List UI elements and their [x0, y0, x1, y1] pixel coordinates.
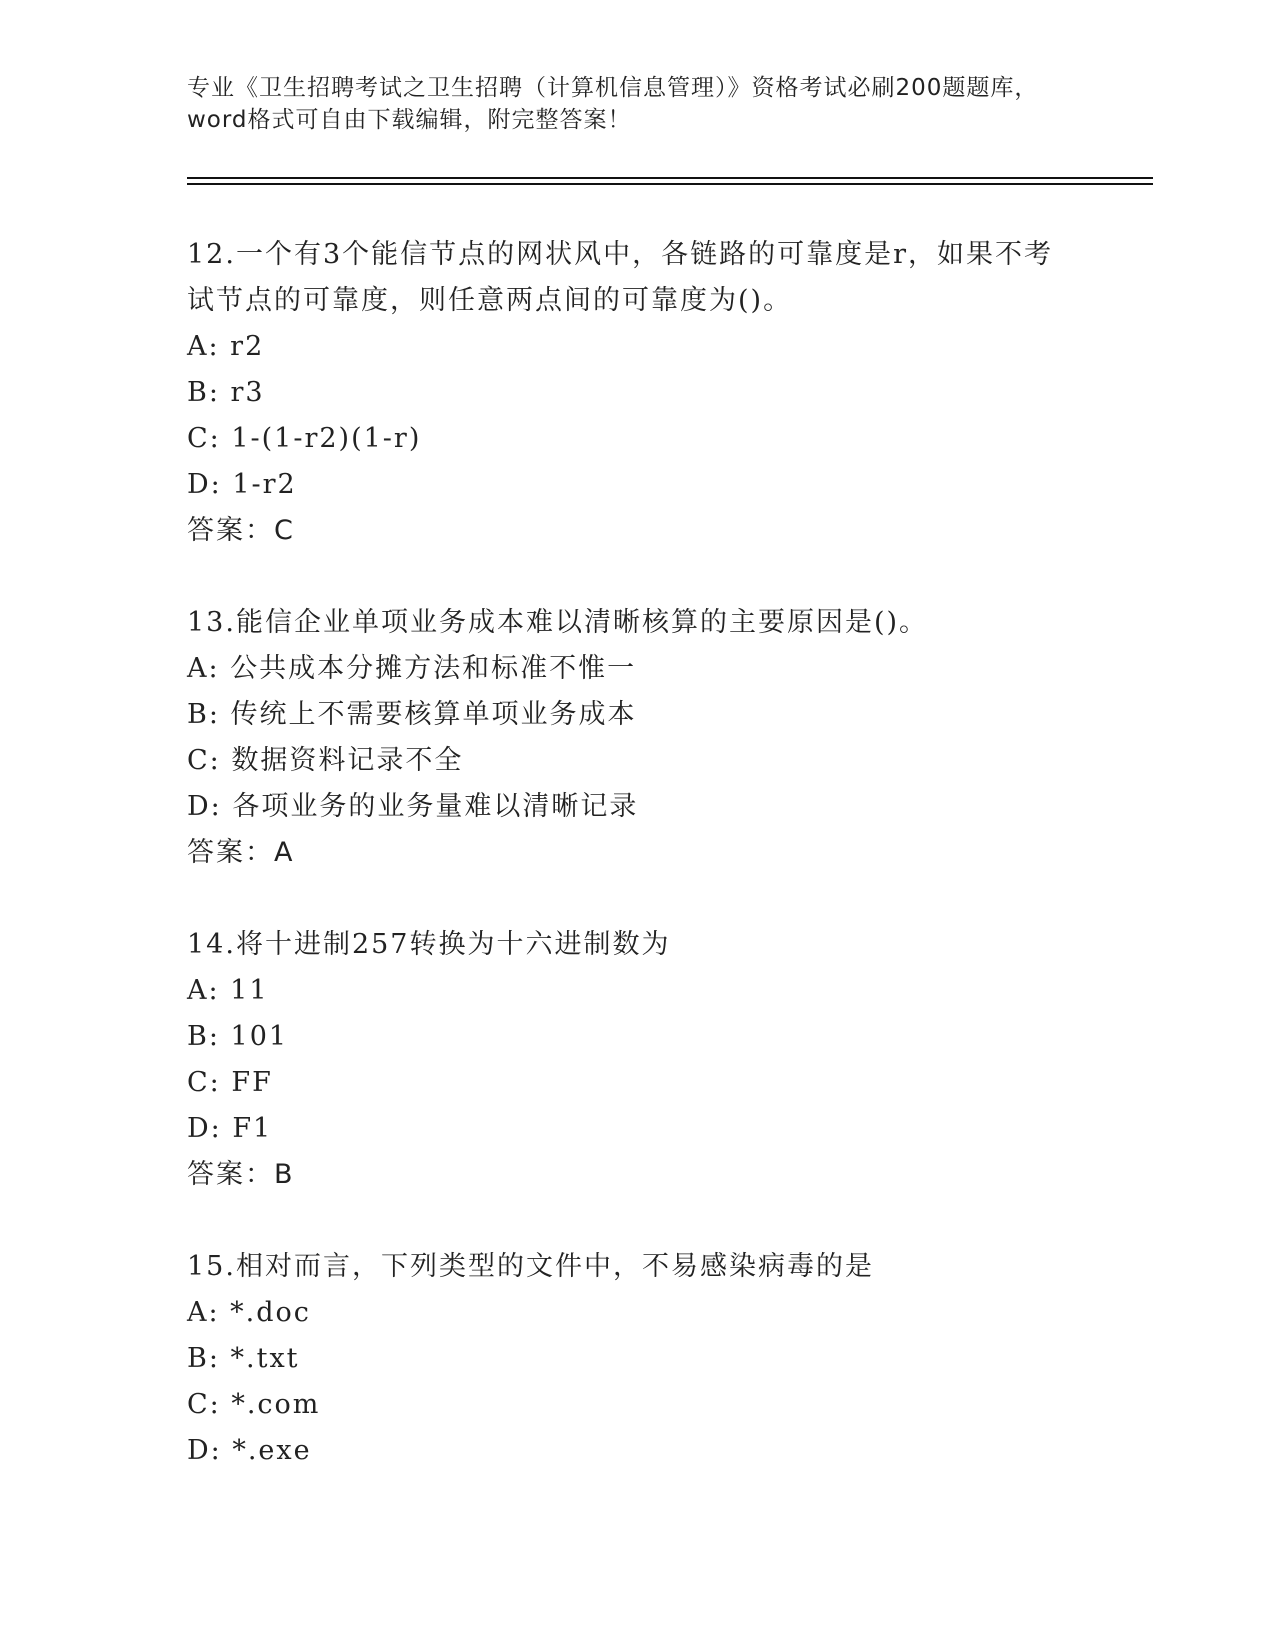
option-a: A: 11: [187, 975, 269, 1006]
header-divider-bottom: [187, 183, 1153, 185]
option-d: D: 1-r2: [187, 469, 297, 500]
option-c: C: FF: [187, 1067, 273, 1098]
question-list: [187, 232, 1117, 1520]
option-c: C: *.com: [187, 1389, 321, 1420]
option-b: B: *.txt: [187, 1343, 300, 1374]
question-14: [187, 922, 1117, 1198]
question-stem: 14.将十进制257转换为十六进制数为: [187, 929, 671, 960]
option-a: A: r2: [187, 331, 265, 362]
question-stem: 试节点的可靠度，则任意两点间的可靠度为()。: [187, 285, 793, 316]
option-b: B: 101: [187, 1021, 289, 1052]
answer: 答案：B: [187, 1159, 295, 1190]
answer: 答案：C: [187, 515, 295, 546]
question-12: [187, 232, 1117, 554]
option-d: D: *.exe: [187, 1435, 312, 1466]
question-stem: 15.相对而言，下列类型的文件中，不易感染病毒的是: [187, 1251, 874, 1282]
option-c: C: 数据资料记录不全: [187, 745, 464, 776]
option-b: B: 传统上不需要核算单项业务成本: [187, 699, 637, 730]
question-15: [187, 1244, 1117, 1474]
option-d: D: F1: [187, 1113, 273, 1144]
question-stem: 13.能信企业单项业务成本难以清晰核算的主要原因是()。: [187, 607, 929, 638]
option-a: A: *.doc: [187, 1297, 311, 1328]
answer: 答案：A: [187, 837, 295, 868]
option-a: A: 公共成本分摊方法和标准不惟一: [187, 653, 637, 684]
option-c: C: 1-(1-r2)(1-r): [187, 423, 422, 454]
header-title-line-1: 专业《卫生招聘考试之卫生招聘（计算机信息管理）》资格考试必刷200题题库，: [187, 75, 1039, 101]
header-title-line-2: word格式可自由下载编辑，附完整答案！: [187, 107, 632, 133]
document-header: [187, 72, 1117, 136]
question-13: [187, 600, 1117, 876]
option-b: B: r3: [187, 377, 265, 408]
question-stem: 12.一个有3个能信节点的网状风中，各链路的可靠度是r，如果不考: [187, 239, 1054, 270]
header-divider-top: [187, 177, 1153, 179]
option-d: D: 各项业务的业务量难以清晰记录: [187, 791, 639, 822]
